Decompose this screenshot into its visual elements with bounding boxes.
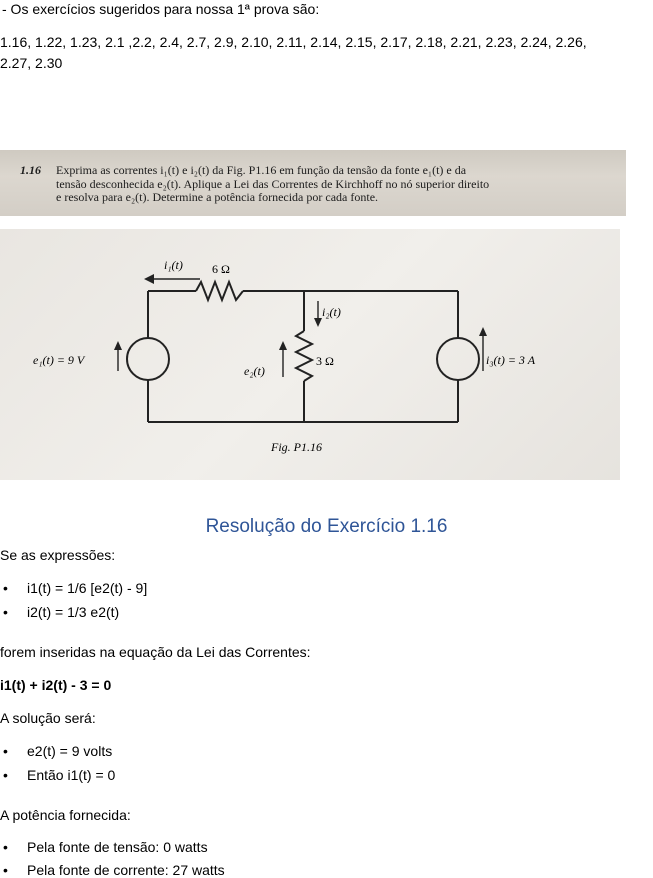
problem-line-3: e resolva para e₂(t). Determine a potência fornecida por cada fonte. bbox=[56, 190, 379, 204]
power-2: Pela fonte de corrente: 27 watts bbox=[27, 862, 225, 878]
r1-label: 6 Ω bbox=[212, 262, 230, 276]
power-label: A potência fornecida: bbox=[0, 807, 131, 823]
resistor-6-ohm bbox=[196, 282, 243, 300]
problem-line-2: tensão desconhecida e₂(t). Aplique a Lei das Correntes de Kirchhoff no nó superior direito bbox=[56, 176, 490, 191]
e2-label: e₂(t) bbox=[244, 364, 265, 378]
e2-arrow-icon bbox=[279, 341, 287, 350]
exercise-list-line-1: 1.16, 1.22, 1.23, 2.1 ,2.2, 2.4, 2.7, 2.9, 2.10, 2.11, 2.14, 2.15, 2.17, 2.18, 2.21, 2.23, 2.24, 2.26, bbox=[0, 34, 587, 50]
bullet-icon: • bbox=[3, 604, 8, 620]
bullet-icon: • bbox=[3, 580, 8, 596]
e1-label: e₁(t) = 9 V bbox=[33, 353, 85, 367]
kcl-equation: i1(t) + i2(t) - 3 = 0 bbox=[0, 677, 112, 693]
bullet-icon: • bbox=[3, 767, 8, 783]
result-1: e2(t) = 9 volts bbox=[27, 743, 113, 759]
resistor-3-ohm bbox=[296, 331, 312, 381]
solution-intro: Se as expressões: bbox=[0, 547, 116, 563]
problem-statement-scan bbox=[0, 150, 626, 216]
solution-label: A solução será: bbox=[0, 710, 96, 726]
inserted-text: forem inseridas na equação da Lei das Correntes: bbox=[0, 644, 311, 660]
problem-number: 1.16 bbox=[20, 163, 41, 177]
e1-arrow-icon bbox=[114, 341, 122, 350]
bullet-icon: • bbox=[3, 862, 8, 878]
result-2: Então i1(t) = 0 bbox=[27, 767, 116, 783]
i1-label: i₁(t) bbox=[164, 258, 183, 272]
i3-label: i₃(t) = 3 A bbox=[486, 353, 536, 367]
exercise-list-line-2: 2.27, 2.30 bbox=[0, 55, 63, 71]
r2-label: 3 Ω bbox=[316, 354, 334, 368]
intro-text: - Os exercícios sugeridos para nossa 1ª prova são: bbox=[2, 1, 320, 17]
problem-line-1: Exprima as correntes i₁(t) e i₂(t) da Fig. P1.16 em função da tensão da fonte e₁(t) e da bbox=[56, 163, 467, 177]
i3-arrow-icon bbox=[479, 327, 487, 336]
i1-arrow-icon bbox=[144, 274, 154, 284]
power-1: Pela fonte de tensão: 0 watts bbox=[27, 839, 208, 855]
bullet-icon: • bbox=[3, 839, 8, 855]
solution-title: Resolução do Exercício 1.16 bbox=[205, 516, 448, 537]
figure-caption: Fig. P1.16 bbox=[271, 440, 322, 454]
i2-arrow-icon bbox=[314, 318, 322, 327]
bullet-icon: • bbox=[3, 743, 8, 759]
circuit-diagram bbox=[0, 229, 620, 480]
current-source-i3 bbox=[437, 338, 479, 380]
expression-2: i2(t) = 1/3 e2(t) bbox=[27, 604, 120, 620]
expression-1: i1(t) = 1/6 [e2(t) - 9] bbox=[27, 580, 148, 596]
circuit-figure bbox=[0, 229, 620, 480]
i2-label: i₂(t) bbox=[322, 305, 341, 319]
voltage-source-e1 bbox=[127, 338, 169, 380]
